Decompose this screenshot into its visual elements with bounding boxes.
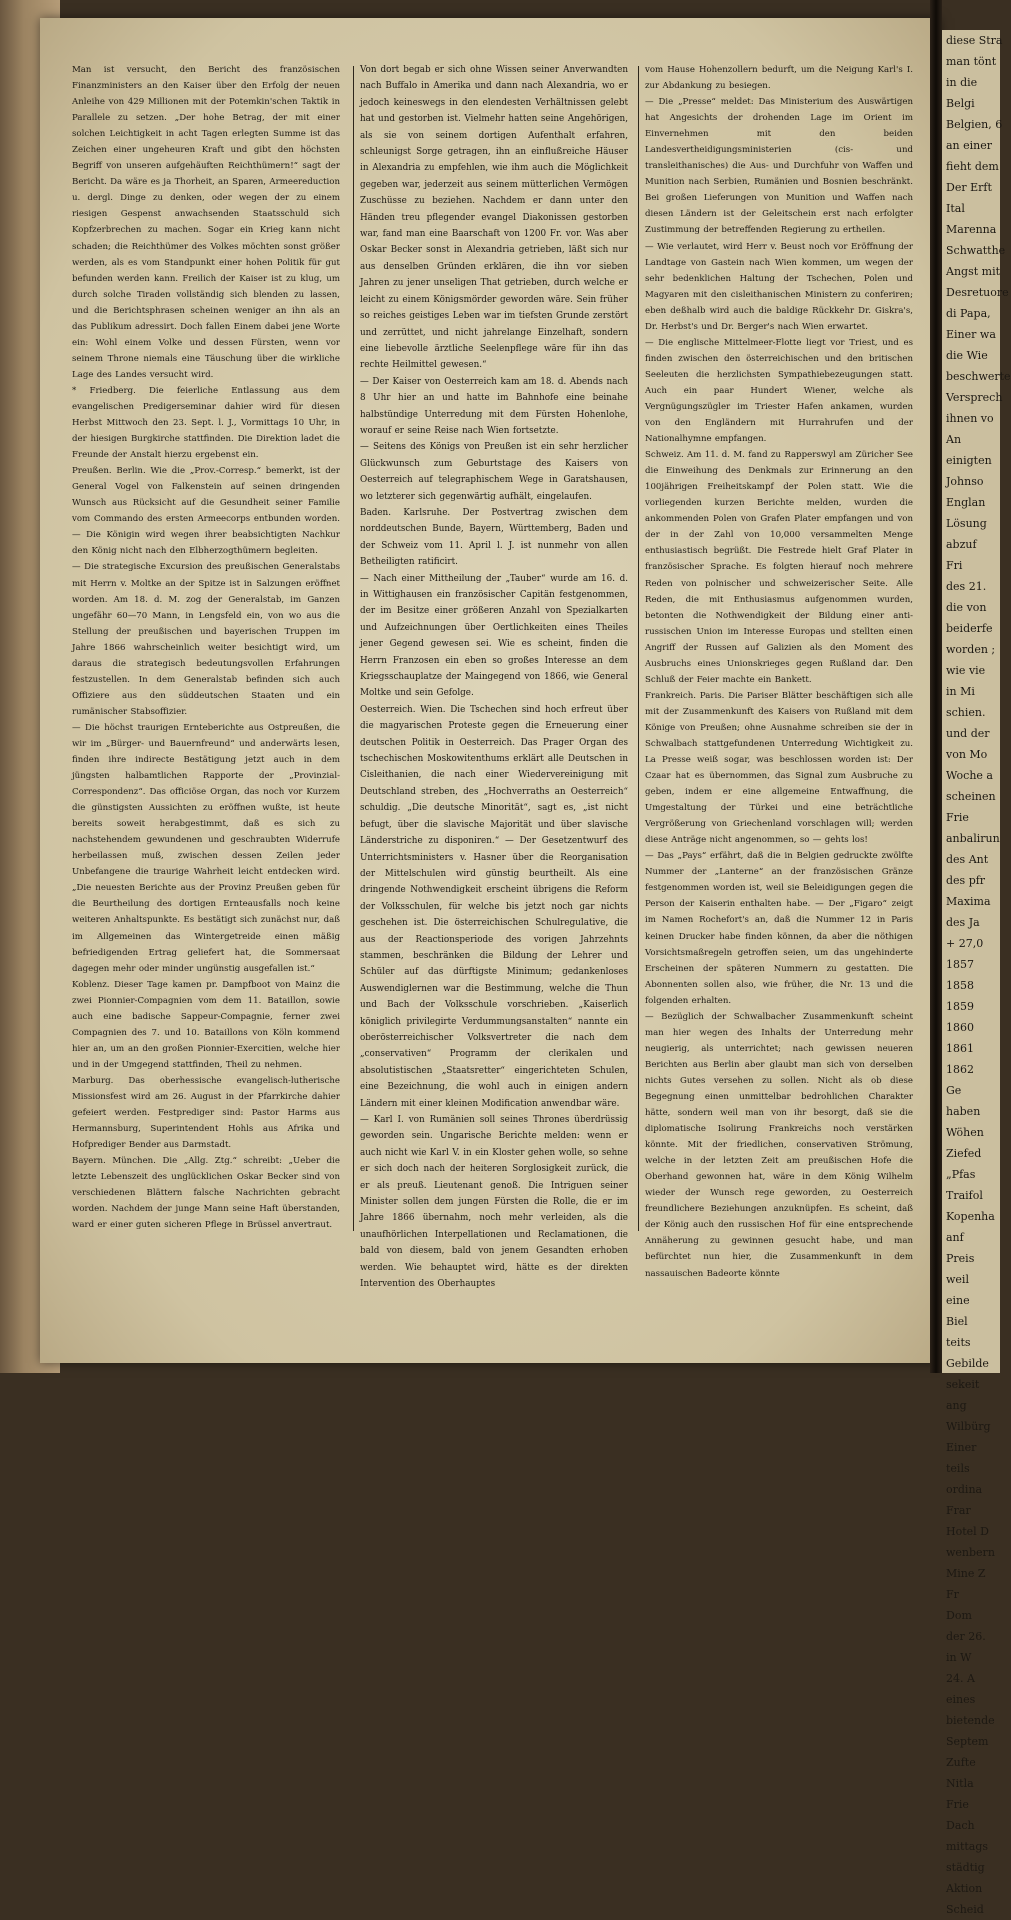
article-paragraph: Baden. Karlsruhe. Der Postvertrag zwischen dem norddeutschen Bunde, Bayern, Württemberg, Baden und der Schweiz vom 11. April l. J. ist nunmehr von allen Betheiligten ratificirt. [360, 507, 628, 568]
next-page-fragment: Kopenha [946, 1210, 995, 1223]
next-page-fragment: die Wie [946, 349, 988, 362]
next-page-fragment: Einer wa [946, 328, 996, 341]
column-right [645, 62, 913, 1282]
article-paragraph: — Karl I. von Rumänien soll seines Thrones überdrüssig geworden sein. Ungarische Berichte melden: wenn er auch nicht wie Karl V. in ein Kloster gehen wolle, so sehne er sich doch nach der heiteren Sorglosigkeit zurück, die er als preuß. Lieutenant genoß. Die Intriguen seiner Minister sollen dem jungen Fürsten die Rolle, die er im Jahre 1866 übernahm, noch mehr verleiden, als die unaufhörlichen Interpellationen und Reclamationen, die bald von diesem, bald von jenem Gesandten erhoben werden. Wie behauptet wird, hätte es der direkten Intervention des Oberhauptes [360, 1115, 628, 1290]
next-page-fragment: Lösung [946, 517, 987, 530]
next-page-fragment: des Ant [946, 853, 989, 866]
next-page-fragment: sekeit [946, 1378, 980, 1391]
next-page-fragment: Frie [946, 811, 969, 824]
next-page-fragment: eines [946, 1693, 976, 1706]
next-page-fragment: in die [946, 76, 978, 89]
next-page-fragment: Ge [946, 1084, 962, 1097]
next-page-fragment: Aktion [946, 1882, 983, 1895]
article-paragraph: Von dort begab er sich ohne Wissen seiner Anverwandten nach Buffalo in Amerika und dann nach Alexandria, wo er jedoch keineswegs in den elendesten Verhältnissen gelebt hat und gestorben ist. Vielmehr hatten seine Angehörigen, als sie von seinem dortigen Aufenthalt erfahren, schleunigst Sorge getragen, ihn an einflußreiche Häuser in Alexandria zu empfehlen, wie ihm auch die Möglichkeit gegeben war, jederzeit aus seinem mütterlichen Vermögen Zuschüsse zu beziehen. Nachdem er dann unter den Händen treu pflegender evangel Diakonissen gestorben war, fand man eine Baarschaft von 1200 Fr. vor. Was aber Oskar Becker sonst in Alexandria getrieben, läßt sich nur aus denselben Gründen erklären, die ihn vor sieben Jahren zu jener unseligen That getrieben, durch welche er leicht zu einem Königsmörder geworden wäre. Sein früher so reiches geistiges Leben war im tiefsten Grunde zerstört und zerrüttet, und nicht jahrelange Einzelhaft, sondern eine liebevolle ärztliche Seelenpflege wäre für ihn das rechte Heilmittel gewesen.“ [360, 65, 628, 371]
article-paragraph: Koblenz. Dieser Tage kamen pr. Dampfboot von Mainz die zwei Pionnier-Compagnien vom dem 11. Bataillon, sowie auch eine badische Sappeur-Compagnie, ferner zwei Compagnien des 7. und 10. Bataillons von Köln kommend hier an, um an den großen Pionnier-Exercitien, welche hier und in der Umgegend stattfinden, Theil zu nehmen. [72, 979, 340, 1070]
next-page-fragment: wenbern [946, 1546, 995, 1559]
next-page-fragment: Ziefed [946, 1147, 982, 1160]
next-page-fragment: 1858 [946, 979, 974, 992]
next-page-fragment: eine [946, 1294, 970, 1307]
next-page-fragment: Wöhen [946, 1126, 984, 1139]
next-page-fragment: anf [946, 1231, 964, 1244]
next-page-fragment: 1859 [946, 1000, 974, 1013]
next-page-fragment: Johnso [946, 475, 984, 488]
article-paragraph: Man ist versucht, den Bericht des französischen Finanzministers an den Kaiser über den Erfolg der neuen Anleihe von 429 Millionen mit der Potemkin'schen Taktik in Parallele zu setzen. „Der hohe Betrag, der mit einer solchen Leichtigkeit in acht Tagen erlegten Summe ist das Zeichen einer ungeheuren Kraft und gibt den höchsten Begriff von unseren aufgehäuften Reichthümern!“ sagt der Bericht. Da wäre es ja Thorheit, an Sparen, Armeereduction u. dergl. Dinge zu denken, oder wegen der zu einem riesigen Gespenst anwachsenden Staatsschuld sich Kopfzerbrechen zu machen. Sogar ein Krieg kann nicht schaden; die Reichthümer des Volkes möchten sonst größer werden, als es vom Standpunkt einer hohen Politik für gut befunden werden kann. Freilich der Kaiser ist zu klug, um durch solche Tiraden vollständig sich blenden zu lassen, und die Berichtsphrasen scheinen weniger an ihn als an das Publikum adressirt. Doch fallen Einem dabei jene Worte ein: Wohl einem Volke und dessen Fürsten, wenn vor seinem Throne niemals eine Täuschung über die wirkliche Lage des Landes versucht wird. [72, 65, 340, 380]
next-page-fragment: Der Erft [946, 181, 992, 194]
next-page-fragment: 24. A [946, 1672, 975, 1685]
next-page-fragment: beschwerte [946, 370, 1011, 383]
next-page-fragment: Mine Z [946, 1567, 986, 1580]
next-page-fragment: Einer [946, 1441, 977, 1454]
next-page-fragment: Wilbürg [946, 1420, 991, 1433]
next-page-fragment: di Papa, [946, 307, 991, 320]
column-rule [638, 66, 639, 1231]
next-page-fragment: Desretuore [946, 286, 1009, 299]
next-page-fragment: von Mo [946, 748, 988, 761]
next-page-edge [942, 30, 1011, 1916]
article-paragraph: — Nach einer Mittheilung der „Tauber“ wurde am 16. d. in Wittighausen ein französischer Capitän festgenommen, der im Besitze einer größeren Anzahl von Spezialkarten und Aufzeichnungen über Oertlichkeiten eines Theiles jener Gegend gewesen sei. Wie es scheint, finden die Herrn Franzosen ein eben so großes Interesse an dem Kriegsschauplatze der Maingegend von 1866, wie General Moltke und sein Gefolge. [360, 573, 628, 699]
article-paragraph: — Das „Pays“ erfährt, daß die in Belgien gedruckte zwölfte Nummer der „Lanterne“ an der französischen Gränze festgenommen worden ist, weil sie Beleidigungen gegen die Person der Kaiserin enthalten habe. — Der „Figaro“ zeigt im Namen Rochefort's an, daß die Nummer 12 in Paris keinen Drucker habe finden können, da aber die nöthigen Vorsichtsmaßregeln getroffen seien, um das ungehinderte Erscheinen der späteren Nummern zu gestatten. Die Abonnenten sollen also, wie früher, die Nr. 13 und die folgenden erhalten. [645, 851, 913, 1006]
next-page-fragment: Nitla [946, 1777, 974, 1790]
next-page-fragment: 1862 [946, 1063, 974, 1076]
next-page-fragment: man tönt [946, 55, 997, 68]
next-page-fragment: Septem [946, 1735, 989, 1748]
column-middle [360, 62, 628, 1292]
next-page-fragment: anbalirun [946, 832, 1000, 845]
next-page-fragment: Ital [946, 202, 965, 215]
next-page-fragment: „Pfas [946, 1168, 976, 1181]
next-page-fragment: an einer [946, 139, 993, 152]
next-page-fragment: in Mi [946, 685, 975, 698]
next-page-fragment: Fri [946, 559, 963, 572]
next-page-fragment: weil [946, 1273, 969, 1286]
book-gutter [930, 0, 942, 1373]
next-page-fragment: Preis [946, 1252, 975, 1265]
next-page-fragment: Gebilde [946, 1357, 989, 1370]
next-page-fragment: + 27,0 [946, 937, 984, 950]
article-paragraph: Frankreich. Paris. Die Pariser Blätter beschäftigen sich alle mit der Zusammenkunft des Kaisers von Rußland mit dem Könige von Preußen; ohne Ausnahme schreiben sie der in Schwalbach stattgefundenen Unterredung Wichtigkeit zu. La Presse weiß sogar, was beschlossen worden ist: Der Czaar hat es übernommen, das Signal zum Ausbruche zu geben, indem er eine allgemeine Entwaffnung, die Umgestaltung der Türkei und eine beträchtliche Vergrößerung von Griechenland vorschlagen will; werden diese Anträge nicht angenommen, so — gehts los! [645, 690, 913, 846]
next-page-fragment: Scheid [946, 1903, 984, 1916]
next-page-fragment: bietende [946, 1714, 995, 1727]
article-paragraph: — Wie verlautet, wird Herr v. Beust noch vor Eröffnung der Landtage von Gastein nach Wien kommen, um wegen der sehr bedenklichen Haltung der Tschechen, Polen und Magyaren mit den cisleithanischen Ministern zu conferiren; eben deßhalb wird auch die baldige Rückkehr Dr. Giskra's, Dr. Herbst's und Dr. Berger's nach Wien erwartet. [645, 241, 913, 332]
next-page-fragment: die von [946, 601, 987, 614]
next-page-fragment: Belgi [946, 97, 975, 110]
next-page-fragment: städtig [946, 1861, 985, 1874]
next-page-fragment: und der [946, 727, 990, 740]
article-paragraph: * Friedberg. Die feierliche Entlassung aus dem evangelischen Predigerseminar dahier wird für diesen Herbst Mittwoch den 23. Sept. l. J., Vormittags 10 Uhr, in der hiesigen Burgkirche stattfinden. Die Direktion ladet die Freunde der Anstalt hierzu ergebenst ein. [72, 385, 340, 461]
next-page-fragment: An [946, 433, 962, 446]
next-page-fragment: diese Stra [946, 34, 1003, 47]
next-page-fragment: Biel [946, 1315, 968, 1328]
next-page-fragment: beiderfe [946, 622, 993, 635]
next-page-fragment: teils [946, 1462, 970, 1475]
next-page-fragment: Marenna [946, 223, 997, 236]
next-page-fragment: Maxima [946, 895, 991, 908]
article-paragraph: Schweiz. Am 11. d. M. fand zu Rapperswyl am Züricher See die Einweihung des Denkmals zur Erinnerung an den 100jährigen Freiheitskampf der Polen statt. Wie die vorliegenden kurzen Berichte melden, wurden die ankommenden Polen von Grafen Plater empfangen und von der in der Zahl von 10,000 versammelten Menge enthusiastisch begrüßt. Die Festrede hielt Graf Plater in französischer Sprache. Es folgten hierauf noch mehrere Reden von polnischer und schweizerischer Seite. Alle Reden, die mit Enthusiasmus aufgenommen wurden, betonten die Nothwendigkeit der Bildung einer anti-russischen Union im Interesse Europas und stellten einen Angriff der Russen auf Galizien als den Moment des Ausbruchs eines Unionskrieges gegen Rußland dar. Den Schluß der Feier machte ein Bankett. [645, 450, 913, 685]
next-page-fragment: einigten [946, 454, 992, 467]
column-left [72, 62, 340, 1233]
next-page-fragment: Angst mit [946, 265, 1001, 278]
next-page-fragment: ang [946, 1399, 967, 1412]
article-paragraph: Marburg. Das oberhessische evangelisch-lutherische Missionsfest wird am 26. August in der Pfarrkirche dahier gefeiert werden. Festprediger sind: Pastor Harms aus Hermannsburg, Superintendent Hohls aus Afrika und Hofprediger Bender aus Darmstadt. [72, 1075, 340, 1151]
next-page-fragment: Dach [946, 1819, 975, 1832]
next-page-fragment: haben [946, 1105, 981, 1118]
next-page-fragment: des Ja [946, 916, 980, 929]
next-page-fragment: des pfr [946, 874, 986, 887]
next-page-fragment: Zufte [946, 1756, 976, 1769]
article-paragraph: Preußen. Berlin. Wie die „Prov.-Corresp.“ bemerkt, ist der General Vogel von Falkenstein auf seinen dringenden Wunsch aus Rücksicht auf die Gesundheit seiner Familie vom Commando des ersten Armeecorps entbunden worden. — Die Königin wird wegen ihrer beabsichtigten Nachkur den König nicht nach den Elbherzogthümern begleiten. [72, 466, 340, 557]
next-page-fragment: wie vie [946, 664, 986, 677]
next-page-fragment: schien. [946, 706, 986, 719]
next-page-fragment: scheinen [946, 790, 996, 803]
next-page-fragment: ordina [946, 1483, 983, 1496]
next-page-fragment: 1860 [946, 1021, 974, 1034]
next-page-fragment: ihnen vo [946, 412, 994, 425]
next-page-fragment: Belgien, 6 [946, 118, 1003, 131]
next-page-fragment: Hotel D [946, 1525, 989, 1538]
next-page-fragment: 1857 [946, 958, 974, 971]
next-page-fragment: Traifol [946, 1189, 983, 1202]
article-paragraph: — Der Kaiser von Oesterreich kam am 18. d. Abends nach 8 Uhr hier an und hatte im Bahnhofe eine beinahe halbstündige Unterredung mit dem Fürsten Hohenlohe, worauf er seine Reise nach Wien fortsetzte. [360, 376, 628, 436]
article-paragraph: Bayern. München. Die „Allg. Ztg.“ schreibt: „Ueber die letzte Lebenszeit des unglücklichen Oskar Becker sind von verschiedenen Blättern falsche Nachrichten gebracht worden. Nachdem der junge Mann seine Haft überstanden, ward er einer guten sicheren Pflege in Brüssel anvertraut. [72, 1156, 340, 1231]
article-paragraph: — Die strategische Excursion des preußischen Generalstabs mit Herrn v. Moltke an der Spitze ist in Salzungen eröffnet worden. Am 18. d. M. zog der Generalstab, im Ganzen ungefähr 60—70 Mann, in Lengsfeld ein, von wo aus die Stellung der preußischen und bayerischen Truppen im Jahre 1866 wahrscheinlich weiter besichtigt wird, um daraus die strategisch bedeutungsvollen Erfahrungen festzustellen. In dem Generalstab befinden sich auch Offiziere aus den süddeutschen Staaten und ein rumänischer Stabsoffizier. [72, 562, 340, 717]
next-page-fragment: Frar [946, 1504, 971, 1517]
next-page-fragment: Dom [946, 1609, 972, 1622]
article-paragraph: — Bezüglich der Schwalbacher Zusammenkunft scheint man hier wegen des Inhalts der Unterredung mehr neugierig, als unterrichtet; nach gewissen neueren Berichten aus Berlin aber glaubt man sich von derselben nichts Gutes versehen zu sollen. Nicht als ob diese Begegnung einen unmittelbar bedrohlichen Charakter hätte, sondern weil man von ihr besorgt, daß sie die diplomatische Isolirung Frankreichs noch verstärken könnte. Mit der friedlichen, conservativen Strömung, welche in der letzten Zeit am preußischen Hofe die Oberhand gewonnen hat, wäre in dem König Wilhelm wieder der Wunsch rege geworden, zu Oesterreich freundlichere Beziehungen anzuknüpfen. Es scheint, daß der König auch den russischen Hof für eine entsprechende Annäherung zu gewinnen gesucht habe, und man befürchtet nun hier, die Zusammenkunft in dem nassauischen Badeorte könnte [645, 1011, 913, 1279]
next-page-fragment: 1861 [946, 1042, 974, 1055]
next-page-fragment: fieht dem [946, 160, 999, 173]
next-page-fragment: in W [946, 1651, 972, 1664]
next-page-fragment: Woche a [946, 769, 993, 782]
next-page-fragment: Schwatthe [946, 244, 1006, 257]
next-page-fragment: abzuf [946, 538, 977, 551]
article-paragraph: — Die höchst traurigen Ernteberichte aus Ostpreußen, die wir im „Bürger- und Bauernfreund“ und anderwärts lesen, finden ihre indirecte Bestätigung jetzt auch in dem jüngsten halbamtlichen Rapporte der „Provinzial-Correspondenz“. Das officiöse Organ, das noch vor Kurzem die günstigsten Aussichten zu eröffnen wußte, ist heute bereits soweit herabgestimmt, daß es sich zu nachstehendem gewundenen und geschraubten Widerrufe herbeilassen muß, zwischen dessen Zeilen jeder Unbefangene die traurige Wahrheit leicht entdecken wird. „Die neuesten Berichte aus der Provinz Preußen geben für die Beurtheilung des dortigen Ernteausfalls noch keine weiteren Anhaltspunkte. Es bestätigt sich zunächst nur, daß im Allgemeinen das Wintergetreide einen mäßig befriedigenden Ertrag geliefert hat, die Sommersaat dagegen mehr oder minder ungünstig ausgefallen ist.“ [72, 722, 340, 974]
next-page-fragment: des 21. [946, 580, 987, 593]
next-page-fragment: teits [946, 1336, 971, 1349]
article-paragraph: Oesterreich. Wien. Die Tschechen sind hoch erfreut über die magyarischen Proteste gegen die Erneuerung einer deutschen Politik in Oesterreich. Das Prager Organ des tschechischen Moskowitenthums erklärt alle Deutschen in Cisleithanien, die nach einer Wiedervereinigung mit Deutschland streben, des „Hochverraths an Oesterreich“ schuldig. „Die deutsche Minorität“, sagt es, „ist nicht befugt, über die slavische Majorität und über slavische Länderstriche zu disponiren.“ — Der Gesetzentwurf des Unterrichtsministers v. Hasner über die Reorganisation der Mittelschulen wird günstig beurtheilt. Als eine dringende Nothwendigkeit erscheint übrigens die Reform der Volksschulen, für welche bis jetzt noch gar nichts geschehen ist. Die österreichischen Schulregulative, die aus der Reactionsperiode des vorigen Jahrzehnts stammen, beschränken die Bildung der Lehrer und Schüler auf das dürftigste Minimum; gedankenloses Auswendiglernen war die Bestimmung, welche die Thun und Bach der Volksschule vorschrieben. „Kaiserlich königlich privilegirte Verdummungsanstalten“ nannte ein oberösterreichischer Volksvertreter die nach dem „conservativen“ Programm der clerikalen und absolutistischen „Staatsretter“ eingerichteten Schulen, eine Bezeichnung, die wohl auch in einigen andern Ländern mit einer kleinen Modification anwendbar wäre. [360, 704, 628, 1109]
article-paragraph: — Die „Presse“ meldet: Das Ministerium des Auswärtigen hat Angesichts der drohenden Lage im Orient im Einvernehmen mit den beiden Landesvertheidigungsministerien (cis- und transleithanisches) die Aus- und Durchfuhr von Waffen und Munition nach Serbien, Rumänien und Bosnien beschränkt. Bei großen Lieferungen von Munition und Waffen nach diesen Ländern ist der Geleitschein erst nach erfolgter Zustimmung der betreffenden Regierung zu ertheilen. [645, 97, 913, 236]
next-page-fragment: Englan [946, 496, 986, 509]
article-paragraph: — Die englische Mittelmeer-Flotte liegt vor Triest, und es finden zwischen den österreichischen und den britischen Seeleuten die herzlichsten Sympathiebezeugungen statt. Auch ein paar Hundert Wiener, welche als Vergnügungszügler im Triester Hafen ankamen, wurden von den Engländern mit Hurrahrufen und der Nationalhymne empfangen. [645, 337, 913, 445]
next-page-fragment: Versprech [946, 391, 1003, 404]
article-paragraph: — Seitens des Königs von Preußen ist ein sehr herzlicher Glückwunsch zum Geburtstage des Kaisers von Oesterreich auf telegraphischem Wege in Garatshausen, wo letzterer sich gegenwärtig aufhält, eingelaufen. [360, 442, 628, 502]
next-page-fragment: Fr [946, 1588, 959, 1601]
next-page-fragment: worden ; [946, 643, 996, 656]
column-rule [353, 66, 354, 1231]
next-page-fragment: Frie [946, 1798, 969, 1811]
next-page-fragment: mittags [946, 1840, 989, 1853]
next-page-fragment: der 26. [946, 1630, 986, 1643]
article-paragraph: vom Hause Hohenzollern bedurft, um die Neigung Karl's I. zur Abdankung zu besiegen. [645, 65, 913, 92]
